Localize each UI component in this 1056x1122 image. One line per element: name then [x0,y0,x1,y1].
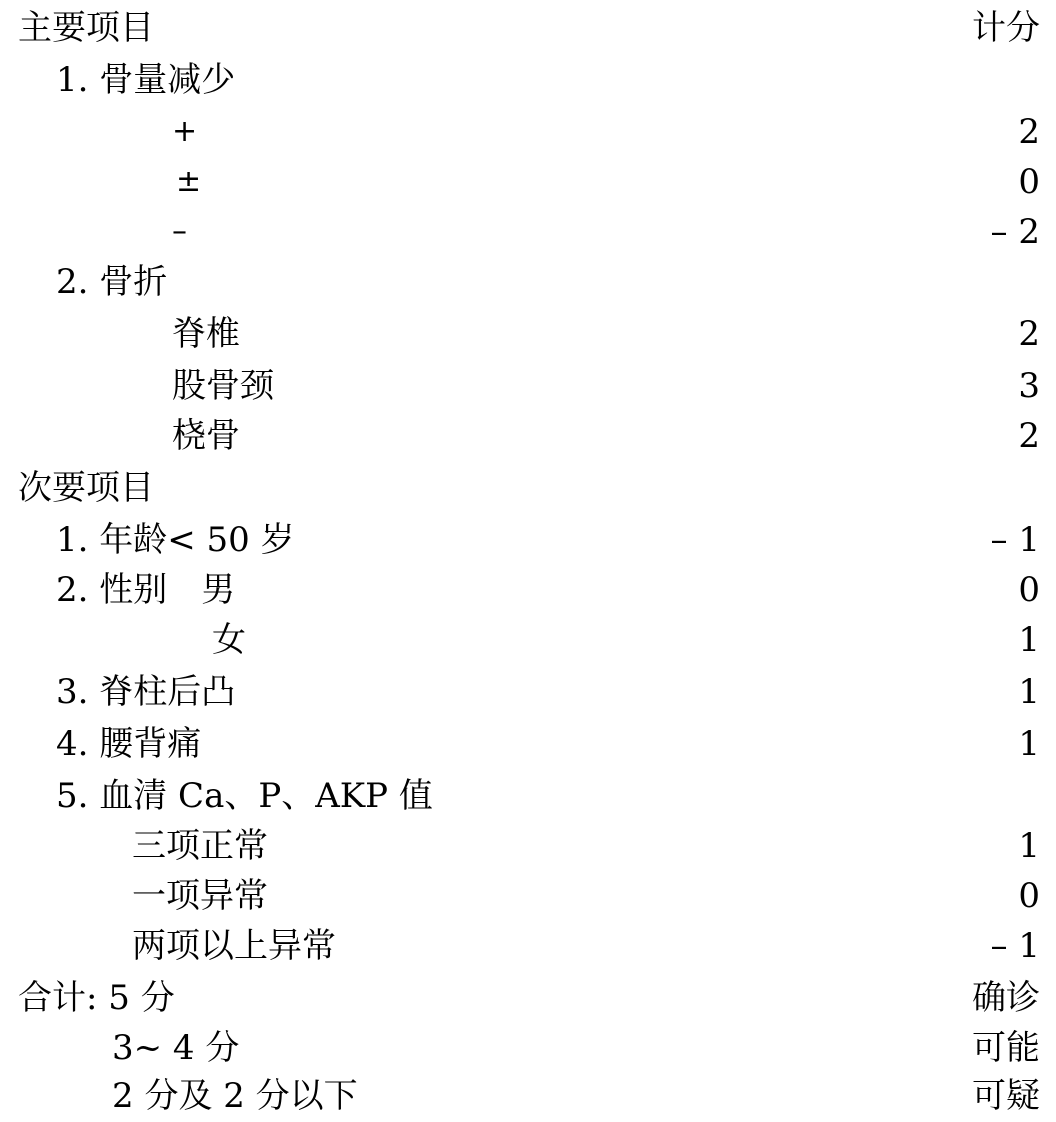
total-result: 可疑 [972,1076,1040,1116]
bone-loss-option-score: – 2 [990,212,1040,252]
fracture-option-score: 3 [1018,366,1040,406]
bone-loss-option-label: – [172,214,187,249]
fracture-option-label: 脊椎 [172,314,240,354]
total-label: 合计: 5 分 [18,978,175,1018]
total-result: 确诊 [972,978,1040,1018]
total-row [0,1070,1056,1122]
fracture-label: 2. 骨折 [56,262,168,302]
backpain-row [0,718,1056,770]
serum-option-label: 一项异常 [132,876,268,916]
bone-loss-option-label: + [172,114,198,149]
kyphosis-row [0,666,1056,718]
total-result: 可能 [972,1028,1040,1068]
minor-items-heading: 次要项目 [18,468,154,508]
serum-option-row [0,920,1056,972]
total-row [0,972,1056,1024]
backpain-label: 4. 腰背痛 [56,724,202,764]
total-label: 2 分及 2 分以下 [112,1076,358,1116]
age-score: – 1 [990,520,1040,560]
bone-loss-option-row [0,156,1056,208]
sex-female-score: 1 [1018,620,1040,660]
header-row [0,2,1056,54]
fracture-option-row [0,410,1056,462]
bone-loss-option-score: 0 [1018,162,1040,202]
sex-male-score: 0 [1018,570,1040,610]
fracture-option-row [0,360,1056,412]
sex-female-label: 女 [212,620,246,660]
kyphosis-score: 1 [1018,672,1040,712]
serum-option-score: – 1 [990,926,1040,966]
serum-option-label: 三项正常 [132,826,268,866]
bone-loss-label: 1. 骨量减少 [56,60,236,100]
bone-loss-row [0,54,1056,106]
total-label: 3~ 4 分 [112,1028,240,1068]
age-row [0,514,1056,566]
fracture-option-score: 2 [1018,314,1040,354]
backpain-score: 1 [1018,724,1040,764]
fracture-option-label: 股骨颈 [172,366,274,406]
score-column-heading: 计分 [972,8,1040,48]
fracture-option-row [0,308,1056,360]
total-row [0,1022,1056,1074]
serum-option-score: 1 [1018,826,1040,866]
bone-loss-option-row [0,106,1056,158]
sex-female-row [0,614,1056,666]
fracture-row [0,256,1056,308]
major-items-heading: 主要项目 [18,8,154,48]
kyphosis-label: 3. 脊柱后凸 [56,672,236,712]
serum-option-row [0,820,1056,872]
age-label: 1. 年龄< 50 岁 [56,520,295,560]
fracture-option-score: 2 [1018,416,1040,456]
serum-option-score: 0 [1018,876,1040,916]
sex-row [0,564,1056,616]
sex-label: 2. 性别 男 [56,570,236,610]
minor-items-heading-row [0,462,1056,514]
fracture-option-label: 桡骨 [172,416,240,456]
bone-loss-option-row [0,206,1056,258]
serum-label: 5. 血清 Ca、P、AKP 值 [56,776,433,816]
serum-option-label: 两项以上异常 [132,926,336,966]
serum-option-row [0,870,1056,922]
bone-loss-option-label: ± [176,164,202,199]
bone-loss-option-score: 2 [1018,112,1040,152]
serum-row [0,770,1056,822]
